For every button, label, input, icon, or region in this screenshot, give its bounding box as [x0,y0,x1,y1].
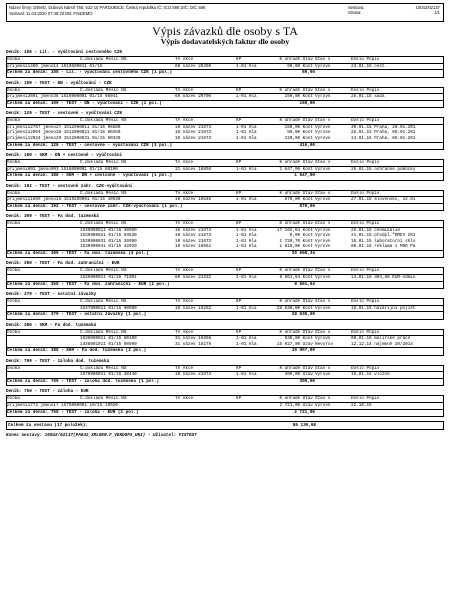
column-header: K úhradě Stav [279,57,313,62]
column-header: KP [236,268,242,274]
journal-table [6,329,444,356]
printed-line: Sestavil: 11.03.2020 07:49:23 DB: FISDEMO [9,10,93,16]
column-header: Stav s [315,299,331,305]
table-cell: Vyrovn [315,197,331,203]
table-row [7,342,443,348]
journal-table [6,117,444,150]
subtotal-value: 28 630,00 [291,312,315,318]
journal-subtotal [7,203,443,210]
table-cell: Vyrovn [315,275,331,281]
journal-section [6,152,444,181]
table-cell: 13.01.15 304,88 EUR-odmín [351,275,416,281]
subtotal-label: Celkem za deník: 750 - TEST - záloha - EUR (1 pol.) [7,409,139,415]
table-cell [80,64,175,70]
table-cell: Vyrovn [315,135,331,141]
table-cell: Vyrovn [315,94,331,100]
table-cell: Vyrovn [315,233,331,239]
table-cell: 31 název 18279 [175,341,212,347]
table-cell: prijmeni12004 jmeno28 1512900021 01/15 90250 [7,130,121,136]
table-cell: 26.01.15 ochranné pomůcky [351,166,416,172]
column-header: Osoba [7,159,20,165]
table-cell: 1570900011 01/15 30440 [80,372,137,378]
table-row [7,197,443,203]
table-cell: 31 název 16858 [175,336,212,342]
subtotal-value: 870,00 [299,203,315,209]
column-header: Došlo Popis [351,396,380,402]
table-cell: 09.01.15 malířské práce [351,336,411,342]
column-header: K úhradě Stav [279,299,313,305]
table-cell: 870,00 Kont [284,197,313,203]
table-cell: 16.01.15 laboratorní sklo [351,238,416,244]
journal-table [6,298,444,320]
column-header: K úhradě Stav [279,118,313,124]
column-header: Stav s [315,329,331,335]
table-row [7,64,443,70]
journal-table [6,267,444,289]
journal-subtotal [7,409,443,416]
table-cell: prijmeni12767 jmeno27 1512900011 01/15 96880 [7,124,121,130]
journal-section [6,183,444,212]
column-header: Došlo Popis [351,329,380,335]
table-cell: Nevyrov [315,341,334,347]
subtotal-label: Celkem za deník: 129 - TEST - cestovné - vyúčtování CZK (3 pol.) [7,142,173,148]
table-header-row [7,396,443,403]
column-header: Stav s [315,221,331,227]
table-cell: 159,00 Kont [284,94,313,100]
table-header-row [7,191,443,198]
table-cell: 69,00 Kont [287,63,313,69]
column-header: Č.dokladu Měsíc NS [80,118,127,124]
table-row [7,306,443,312]
column-header: Došlo Popis [351,87,380,93]
table-cell [80,197,175,203]
table-cell: 60 název 20360 [175,63,212,69]
column-header: TA Akce [175,268,194,274]
table-cell: 1-01 Hla [236,227,257,233]
journal-table [6,220,444,258]
column-header: TA Akce [175,159,194,165]
column-header: KP [236,396,242,402]
journal-title: Deník: 380 - SKM - Fa dod. tuzemská [6,322,97,328]
table-header-row [7,160,443,167]
table-cell: 1-01 Hla [236,135,257,141]
subtotal-label: Celkem za deník: 180 - SKM - DN + cestovné - vyúčtování (1 pol.) [7,173,173,179]
table-cell: 1-01 Hla [236,124,257,130]
table-cell: 1-01 Hla [236,63,257,69]
table-cell: 22.10.15 [351,402,372,408]
table-cell [80,167,175,173]
column-header: Č.dokladu Měsíc NS [80,268,127,274]
table-cell: Vyrovn [315,244,331,250]
table-cell: Vyrovn [315,305,331,311]
column-header: Osoba [7,365,20,371]
column-header: Č.dokladu Měsíc NS [80,190,127,196]
meta-label: Strana: [348,10,362,16]
table-cell: 1-01 Hla [236,336,257,342]
table-cell: 10 název 18062 [175,244,212,250]
journal-table [6,365,444,387]
table-header-row [7,88,443,95]
subtotal-value: 1 647,00 [294,173,315,179]
subtotal-value: 20 698,34 [291,251,315,257]
column-header: Osoba [7,57,20,62]
journal-title: Deník: 379 - TEST - ostatní závazky [6,292,97,298]
subtotal-label: Celkem za deník: 709 - TEST - záloha dod. tuzemská (1 pol.) [7,378,160,384]
table-cell: Vyrovn [315,63,331,69]
table-cell: 60 název 20700 [175,94,212,100]
column-header: Stav s [315,87,331,93]
journal-section [6,80,444,109]
table-cell: Vyrovn [315,227,331,233]
journal-title: Deník: 750 - TEST - záloha - EUR [6,389,89,395]
table-cell: 28 630,00 Kont [276,305,313,311]
journal-subtotal [7,378,443,385]
grand-total [6,421,444,430]
table-cell: Vyrovn [315,336,331,342]
report-header-box [6,3,444,22]
table-cell: 60 název 21532 [175,275,212,281]
table-cell: 1 647,00 Kont [279,166,313,172]
column-header: Stav s [315,118,331,124]
table-cell: 23.01.15 cest. [351,63,388,69]
table-cell: 30.01.15 Praha, 20.01.201 [351,124,416,130]
column-header: TA Akce [175,118,194,124]
report-sections [6,49,444,417]
table-header-row [7,221,443,228]
journal-subtotal [7,281,443,288]
table-cell [80,403,175,409]
table-cell: 10 název 21673 [175,372,212,378]
column-header: KP [236,299,242,305]
journal-title: Deník: 129 - TEST - cestovné - vyúčtování CZK [6,111,123,117]
column-header: TA Akce [175,221,194,227]
column-header: Došlo Popis [351,268,380,274]
report-subtitle: Výpis dodavatelských faktur dle osoby [160,37,290,46]
column-header: TA Akce [175,299,194,305]
journal-title: Deník: 192 - TEST - cestovné zahr. CZK-vyúčtování [6,183,133,189]
table-cell: 10 název 21673 [175,135,212,141]
table-header-row [7,366,443,373]
column-header: Došlo Popis [351,159,380,165]
column-header: Č.dokladu Měsíc NS [80,159,127,165]
column-header: Došlo Popis [351,190,380,196]
column-header: TA Akce [175,329,194,335]
table-cell [80,136,175,142]
column-header: Osoba [7,299,20,305]
grand-total-value: 80 130,98 [292,422,316,428]
table-cell: 1-01 Hla [236,238,257,244]
table-row [7,275,443,281]
journal-subtotal [7,142,443,149]
column-header: Osoba [7,268,20,274]
table-row [7,136,443,142]
journal-table [6,190,444,212]
table-cell: 13.01.15 Praha, 06.01.201 [351,135,416,141]
column-header: Stav s [315,159,331,165]
table-cell: prijmeni993 jmeno993 1518000001 01/15 80100 [7,166,118,172]
table-cell: 1-01 Hla [236,130,257,136]
subtotal-value: 300,00 [299,378,315,384]
journal-section [6,110,444,150]
table-cell: 1-01 Hla [236,305,257,311]
table-header-row [7,268,443,275]
column-header: Č.dokladu Měsíc NS [80,365,127,371]
journal-subtotal [7,172,443,179]
table-cell: 1-01 Hla [236,197,257,203]
report-footer: Konec sestavy: 10042/02137(PA032_XMLGEN.F_VEKDOFA_UNI) - Uživatel: FISTEST [6,432,197,438]
column-header: Osoba [7,221,20,227]
journal-subtotal [7,69,443,76]
column-header: Došlo Popis [351,365,380,371]
column-header: Stav s [315,396,331,402]
column-header: K úhradě Stav [279,87,313,93]
table-cell: 15 027,00 Uzav [276,341,313,347]
column-header: Č.dokladu Měsíc NS [80,299,127,305]
column-header: Č.dokladu Měsíc NS [80,329,127,335]
journal-title: Deník: 180 - SKM - DN + cestovné - vyúčtování [6,152,123,158]
column-header: Stav s [315,365,331,371]
journal-subtotal [7,311,443,318]
column-header: TA Akce [175,87,194,93]
table-cell: 1-01 Hla [236,372,257,378]
column-header: Č.dokladu Měsíc NS [80,221,127,227]
table-row [7,94,443,100]
column-header: Osoba [7,118,20,124]
table-header-row [7,299,443,306]
subtotal-label: Celkem za deník: 379 - TEST - ostatní závazky (1 pol.) [7,312,147,318]
column-header: K úhradě Stav [279,190,313,196]
column-header: TA Akce [175,365,194,371]
column-header: K úhradě Stav [279,396,313,402]
table-cell: 08.01.15 reklama v MHD Pa [351,244,416,250]
journal-section [6,358,444,387]
table-cell [175,403,236,409]
report-title: Výpis závazků dle osoby s TA [152,24,298,38]
journal-title: Deník: 350 - TEST - Fa dod. zahraniční - EUR [6,261,120,267]
table-cell: 8 661,64 Kont [279,275,313,281]
table-cell: 28.01.15 Praha, 09.01.201 [351,130,416,136]
table-cell: 1530900031 01/15 36950 [80,238,137,244]
subtotal-label: Celkem za deník: 350 - TEST - Fa dod. zahraniční - EUR (1 pol.) [7,281,170,287]
table-cell: 31 název 16858 [175,166,212,172]
table-cell: 10 název 21673 [175,238,212,244]
journal-section [6,322,444,356]
table-cell: prijmeni1772 jmeno17 1575000001 10/15 10020 [7,402,118,408]
table-header-row [7,57,443,64]
table-cell: 1-01 Hla [236,233,257,239]
column-header: K úhradě Stav [279,365,313,371]
table-cell: 220,00 Kont [284,135,313,141]
table-cell: 1530900041 01/15 42020 [80,244,137,250]
table-cell [7,244,80,250]
table-cell: prijmeni3601 jmeno36 1510900001 01/15 95041 [7,94,118,100]
column-header: Stav s [315,57,331,62]
table-cell: 1530900011 01/15 36950 [80,227,137,233]
table-cell: 21.01.15 předpl."DMEV 201 [351,233,416,239]
column-header: KP [236,87,242,93]
column-header: Došlo Popis [351,299,380,305]
table-cell: Vyrovn [315,402,331,408]
table-cell: 1-01 Hla [236,341,257,347]
table-cell: Vyrovn [315,372,331,378]
table-cell: 26.01.15 chemikálie [351,227,400,233]
journal-section [6,260,444,289]
journal-subtotal [7,347,443,354]
table-cell: 10 název 21673 [175,233,212,239]
table-cell: 1 720,70 Kont [279,238,313,244]
table-cell: 10 název 18282 [175,305,212,311]
subtotal-value: 8 661,64 [294,281,315,287]
subtotal-value: 410,00 [299,142,315,148]
journal-title: Deník: 709 - TEST - záloha dod. tuzemská [6,358,110,364]
journal-table [6,56,444,78]
table-cell: 1-01 Hla [236,244,257,250]
column-header: K úhradě Stav [279,159,313,165]
column-header: KP [236,159,242,165]
table-cell: Vyrovn [315,238,331,244]
column-header: Došlo Popis [351,57,380,62]
subtotal-label: Celkem za deník: 109 - TEST - DN - vyúčtování - CZK (1 pol.) [7,100,162,106]
column-header: K úhradě Stav [279,268,313,274]
column-header: Č.dokladu Měsíc NS [80,87,127,93]
table-cell: 1535000011 01/15 71001 [80,275,137,281]
journal-table [6,395,444,417]
journal-section [6,49,444,78]
column-header: TA Akce [175,57,194,62]
table-cell: prijmeni1460 jmeno14 1510500011 01/15 [7,63,103,69]
table-cell: 150,00 Kont [284,124,313,130]
column-header: Osoba [7,87,20,93]
column-header: KP [236,118,242,124]
column-header: KP [236,221,242,227]
grand-total-label: Celkem za sestavu (17 položek): [8,422,88,428]
table-cell: 1-01 Hla [236,166,257,172]
table-cell: 1-01 Hla [236,275,257,281]
subtotal-value: 2 721,00 [294,409,315,415]
table-cell [7,342,80,348]
table-row [7,372,443,378]
table-cell: 27.01.15 Slovensko, 14.01 [351,197,416,203]
column-header: KP [236,329,242,335]
table-cell: 300,00 Uzav [284,372,313,378]
journal-title: Deník: 109 - TEST - DN - vyúčtování - CZK [6,80,112,86]
page-number: 1/1 [434,10,440,16]
table-row [7,167,443,173]
table-row [7,403,443,409]
table-cell: Vyrovn [315,130,331,136]
column-header: Došlo Popis [351,221,380,227]
journal-table [6,159,444,181]
table-cell: 15.01.15 havarijní pojišt [351,305,416,311]
report-number: 10042/02137 [415,5,440,10]
table-cell: 1538000011 01/15 80100 [80,336,137,342]
journal-subtotal [7,250,443,257]
table-cell [7,372,80,378]
table-cell: 17 162,64 Kont [276,227,313,233]
table-cell: 10 název 21673 [175,227,212,233]
journal-section [6,213,444,258]
column-header: Stav s [315,268,331,274]
table-cell: 1-01 Hla [236,94,257,100]
meta-label: Sestava: [348,5,365,10]
subtotal-value: 159,00 [299,100,315,106]
table-cell: 15.01.15 vložné [351,372,390,378]
column-header: Stav s [315,190,331,196]
table-cell [80,94,175,100]
company-line: Název firmy: DEMO, Dubová Nárstí 756, 532 10 PARDUBICE, Česká republika IČ: ICO 586 DIČ: DIČ 586 [9,5,206,10]
column-header: K úhradě Stav [279,221,313,227]
journal-section [6,388,444,417]
column-header: Osoba [7,396,20,402]
table-header-row [7,118,443,125]
column-header: TA Akce [175,396,194,402]
table-cell: 1438001911 01/15 90999 [80,341,137,347]
column-header: Č.dokladu Měsíc NS [80,396,127,402]
subtotal-label: Celkem za deník: 192 - TEST - cestovné zahr. CZK-vyúčtování (1 pol.) [7,203,183,209]
table-cell [7,306,80,312]
table-cell: 26.01.15 sada [351,94,385,100]
table-cell [7,275,80,281]
table-cell: 1537900011 01/15 90999 [80,305,137,311]
table-cell: prijmeni12024 jmeno29 1512900031 01/15 90330 [7,135,121,141]
table-cell: 10 název 21673 [175,124,212,130]
table-header-row [7,330,443,337]
table-cell [236,403,261,409]
journal-subtotal [7,100,443,107]
table-cell: Vyrovn [315,124,331,130]
column-header: KP [236,365,242,371]
table-cell: 1530900021 01/15 93630 [80,233,137,239]
subtotal-value: 69,00 [302,70,315,76]
table-cell: 1 815,00 Kont [279,244,313,250]
column-header: K úhradě Stav [279,329,313,335]
journal-title: Deník: 309 - TEST - Fa dod. tuzemská [6,214,99,220]
table-cell: 930,00 Kont [284,336,313,342]
column-header: Osoba [7,190,20,196]
table-cell: Vyrovn [315,166,331,172]
journal-section [6,291,444,320]
subtotal-value: 15 957,00 [291,348,315,354]
column-header: Osoba [7,329,20,335]
column-header: KP [236,190,242,196]
column-header: KP [236,57,242,62]
table-cell: 10 název 19840 [175,197,212,203]
journal-title: Deník: 105 - Lit. - vyúčtování cestovného CZK [6,50,123,55]
table-cell: 12.12.14 nájemné 20/2014 [351,341,413,347]
table-cell: 50,00 Kont [287,130,313,136]
table-cell: prijmeni11089 jmeno15 1519200001 01/15 40530 [7,197,121,203]
column-header: TA Akce [175,190,194,196]
table-cell: 10 název 21673 [175,130,212,136]
subtotal-label: Celkem za deník: 309 - TEST - Fa dod. tuzemská (4 pol.) [7,251,149,257]
subtotal-label: Celkem za deník: 105 - Lit. - vyúčtování cestovného CZK (1 pol.) [7,70,173,76]
journal-table [6,87,444,109]
table-cell: 2 721,00 Uzav [279,402,313,408]
column-header: Č.dokladu Měsíc NS [80,57,127,62]
table-row [7,244,443,250]
subtotal-label: Celkem za deník: 380 - SKM - Fa dod. tuzemská (2 pol.) [7,348,147,354]
table-cell: 0,00 Kont [289,233,313,239]
column-header: Došlo Popis [351,118,380,124]
report-meta [348,5,440,16]
